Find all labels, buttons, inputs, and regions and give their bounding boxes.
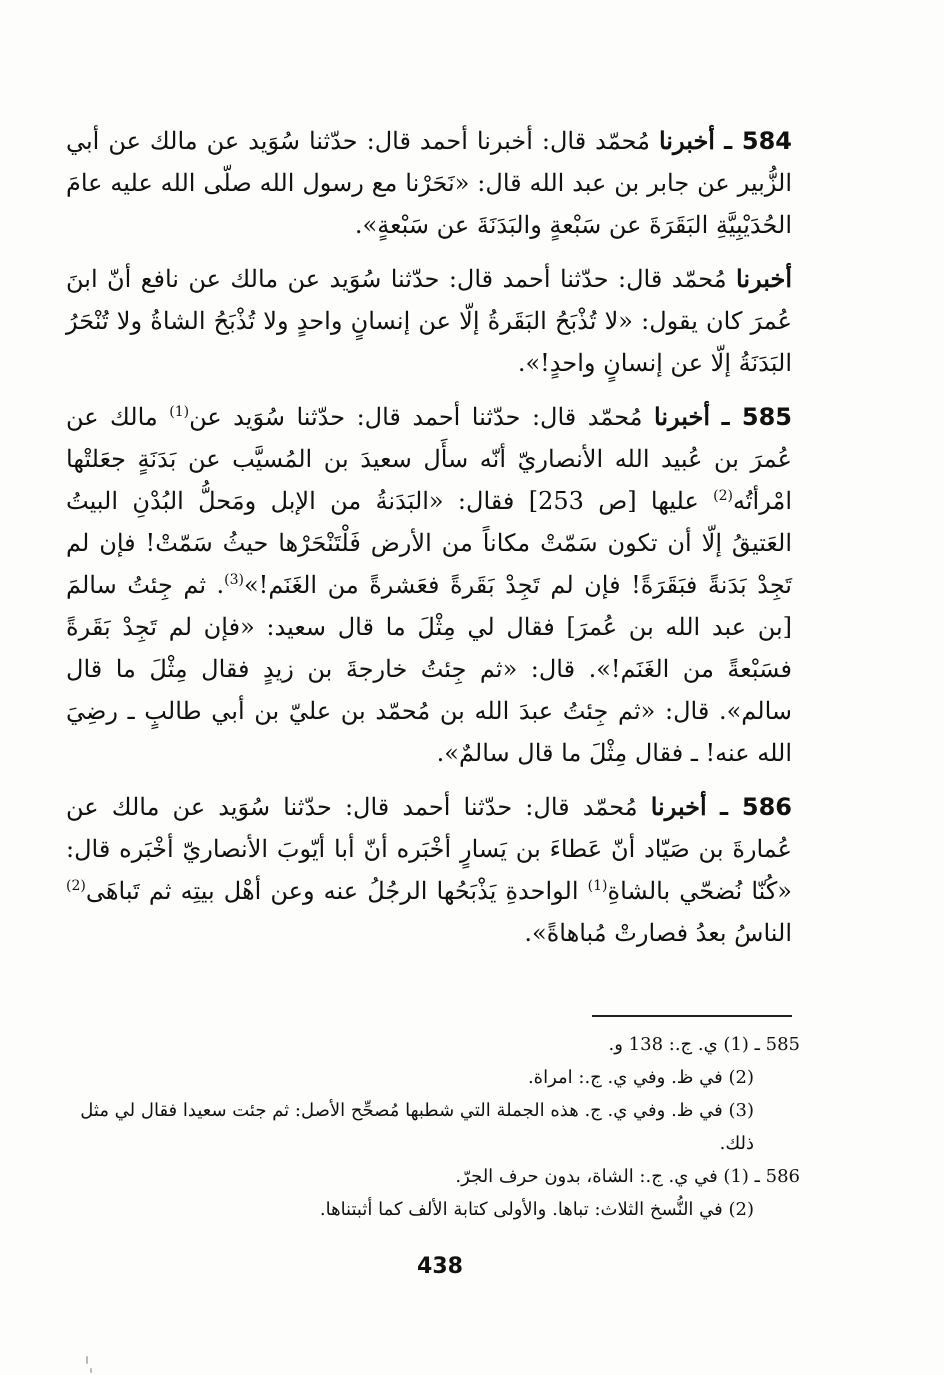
hadith-lead: أخبرنا (736, 264, 792, 293)
footnote: 586 ـ (1) في ي. ج.: الشاة، بدون حرف الجرّ. (455, 1166, 800, 1187)
hadith-body: مُحمّد قال: أخبرنا أحمد قال: حدّثنا سُوَيد عن مالك عن أبي الزُّبير عن جابر بن عبد الله قال: «نَحَرْنا مع رسول الله صلّى الله عليه عامَ الحُدَيْبِيَّةِ البَقَرَةَ عن سَبْعةٍ والبَدَنَةَ عن سَبْعةٍ». (66, 127, 792, 239)
hadith-number: 586 ـ (719, 793, 792, 821)
footnote-ref: (3) (224, 572, 244, 588)
footnote: 585 ـ (1) ي. ج.: 138 و. (608, 1034, 800, 1055)
footnote-ref: (2) (713, 488, 733, 504)
footnote: (3) في ظ. وفي ي. ج. هذه الجملة التي شطبها مُصحِّح الأصل: ثم جئت سعيدا فقال لي مثل ذلك. (80, 1100, 754, 1154)
hadith-lead: أخبرنا (658, 126, 715, 155)
main-text (66, 120, 792, 966)
hadith-body: مُحمّد قال: حدّثنا أحمد قال: حدّثنا سُوَيد عن مالك عن نافع أنّ ابنَ عُمرَ كان يقول: «لا تُذْبَحُ البَقَرةُ إلّا عن إنسانٍ واحدٍ ولا تُذْبَحُ الشاةُ ولا تُنْحَرُ البَدَنَةُ إلّا عن إنسانٍ واحدٍ!». (66, 265, 792, 377)
hadith-number: 584 ـ (723, 127, 792, 155)
hadith-body-part: مُحمّد قال: حدّثنا أحمد قال: حدّثنا سُوَيد عن (189, 403, 643, 431)
hadith-body-part: مالك عن عُمرَ بن عُبيد الله الأنصاريّ أنّه سأَل سعيدَ بن المُسيَّب عن بَدَنَةٍ جعَلتْها امْرأتُه (66, 403, 792, 515)
scan-speck (86, 1356, 88, 1364)
hadith-body-part: الواحدةِ يَذْبَحُها الرجُلُ عنه وعن أهْل بيتِه ثم تَباهَى (85, 877, 579, 905)
footnotes (80, 1028, 800, 1226)
hadith-unnumbered (66, 258, 792, 384)
footnote-ref: (2) (66, 878, 86, 894)
hadith-body-part: . ثم جِئتُ سالمَ [بن عبد الله بن عُمرَ] فقال لي مِثْلَ ما قال سعيد: «فإن لم تَجِدْ بَقَرةً فسَبْعةً من الغَنَم!». قال: «ثم جِئتُ خارجةَ بن زيدٍ فقال مِثْلَ ما قال سالم». قال: «ثم جِئتُ عبدَ الله بن مُحمّد بن عليّ بن أبي طالبٍ ـ رضِيَ الله عنه! ـ فقال مِثْلَ ما قال سالمٌ». (66, 571, 792, 767)
scan-speck (90, 1368, 92, 1373)
footnote: (2) في النُّسخ الثلاث: تباها. والأولى كتابة الألف كما أثبتناها. (319, 1199, 754, 1220)
footnote-divider (592, 1015, 792, 1017)
page-number: 438 (417, 1254, 463, 1279)
hadith-body-part: عليها [ص 253] فقال: «البَدَنةُ من الإبل ومَحلُّ البُدْنِ البيتُ العَتيقُ إلّا أن تكون سَمّتْ مكاناً من الأرض فَلْتَنْحَرْها حيثُ سَمّتْ! فإن لم تَجِدْ بَدَنةً فبَقَرَةً! فإن لم تَجِدْ بَقَرةً فعَشرةً من الغَنَم!» (66, 487, 792, 599)
hadith-body-part: الناسُ بعدُ فصارتْ مُباهاةً». (524, 919, 792, 947)
hadith-584 (66, 120, 792, 246)
hadith-586 (66, 786, 792, 954)
footnote: (2) في ظ. وفي ي. ج.: امراة. (527, 1067, 754, 1088)
footnote-ref: (1) (587, 878, 608, 894)
hadith-number: 585 ـ (721, 403, 793, 431)
footnote-ref: (1) (169, 404, 190, 420)
hadith-lead: أخبرنا (650, 792, 707, 821)
hadith-585 (66, 396, 792, 774)
hadith-lead: أخبرنا (654, 402, 711, 431)
hadith-body-part: مُحمّد قال: حدّثنا أحمد قال: حدّثنا سُوَيد عن مالك عن عُمارةَ بن صَيّاد أنّ عَطاءَ بن يَسارٍ أخْبَره أنّ أبا أيّوبَ الأنصاريّ أخْبَره قال: «كُنّا نُضحّي بالشاةِ (66, 793, 792, 905)
